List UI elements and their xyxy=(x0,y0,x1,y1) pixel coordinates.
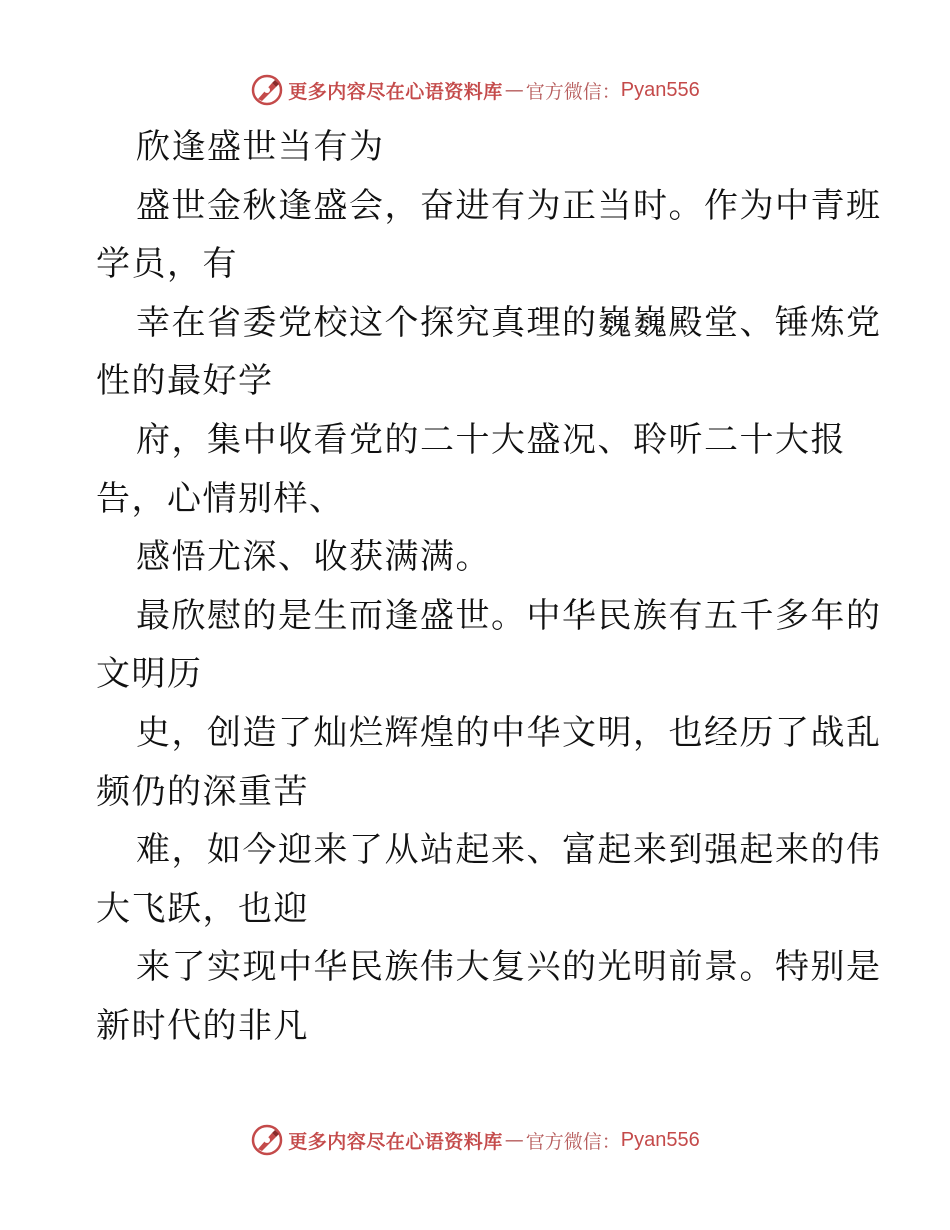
banner-wechat-label: 官方微信： xyxy=(525,80,621,103)
text-line: 大飞跃，也迎 xyxy=(96,888,309,929)
banner-wechat-label: 官方微信： xyxy=(525,1130,621,1153)
pen-logo-icon xyxy=(250,73,284,107)
header-banner xyxy=(0,70,950,110)
text-line: 性的最好学 xyxy=(96,361,274,402)
text-line: 史，创造了灿烂辉煌的中华文明，也经历了战乱 xyxy=(136,712,882,753)
text-line: 告，心情别样、 xyxy=(96,478,345,519)
text-line: 幸在省委党校这个探究真理的巍巍殿堂、锤炼党 xyxy=(136,302,882,343)
text-line: 来了实现中华民族伟大复兴的光明前景。特别是 xyxy=(136,947,882,988)
footer-banner xyxy=(0,1120,950,1160)
document-body xyxy=(96,118,882,1056)
text-line: 盛世金秋逢盛会，奋进有为正当时。作为中青班 xyxy=(136,185,882,226)
text-line: 府，集中收看党的二十大盛况、聆听二十大报 xyxy=(136,419,846,460)
text-line: 新时代的非凡 xyxy=(96,1005,309,1046)
text-line: 文明历 xyxy=(96,654,203,695)
text-line: 最欣慰的是生而逢盛世。中华民族有五千多年的 xyxy=(136,595,882,636)
text-line: 难，如今迎来了从站起来、富起来到强起来的伟 xyxy=(136,830,882,871)
banner-brand-text: 更多内容尽在心语资料库 xyxy=(288,80,503,103)
text-line: 感悟尤深、收获满满。 xyxy=(136,537,491,578)
banner-separator: — xyxy=(504,1129,524,1151)
banner-wechat-id: Pyan556 xyxy=(620,1128,700,1151)
banner-brand-text: 更多内容尽在心语资料库 xyxy=(288,1130,503,1153)
banner-wechat-id: Pyan556 xyxy=(620,78,700,101)
banner-separator: — xyxy=(504,79,524,101)
pen-logo-icon xyxy=(250,1123,284,1157)
text-line: 频仍的深重苦 xyxy=(96,771,309,812)
text-line: 学员，有 xyxy=(96,244,238,285)
text-line: 欣逢盛世当有为 xyxy=(136,127,385,167)
